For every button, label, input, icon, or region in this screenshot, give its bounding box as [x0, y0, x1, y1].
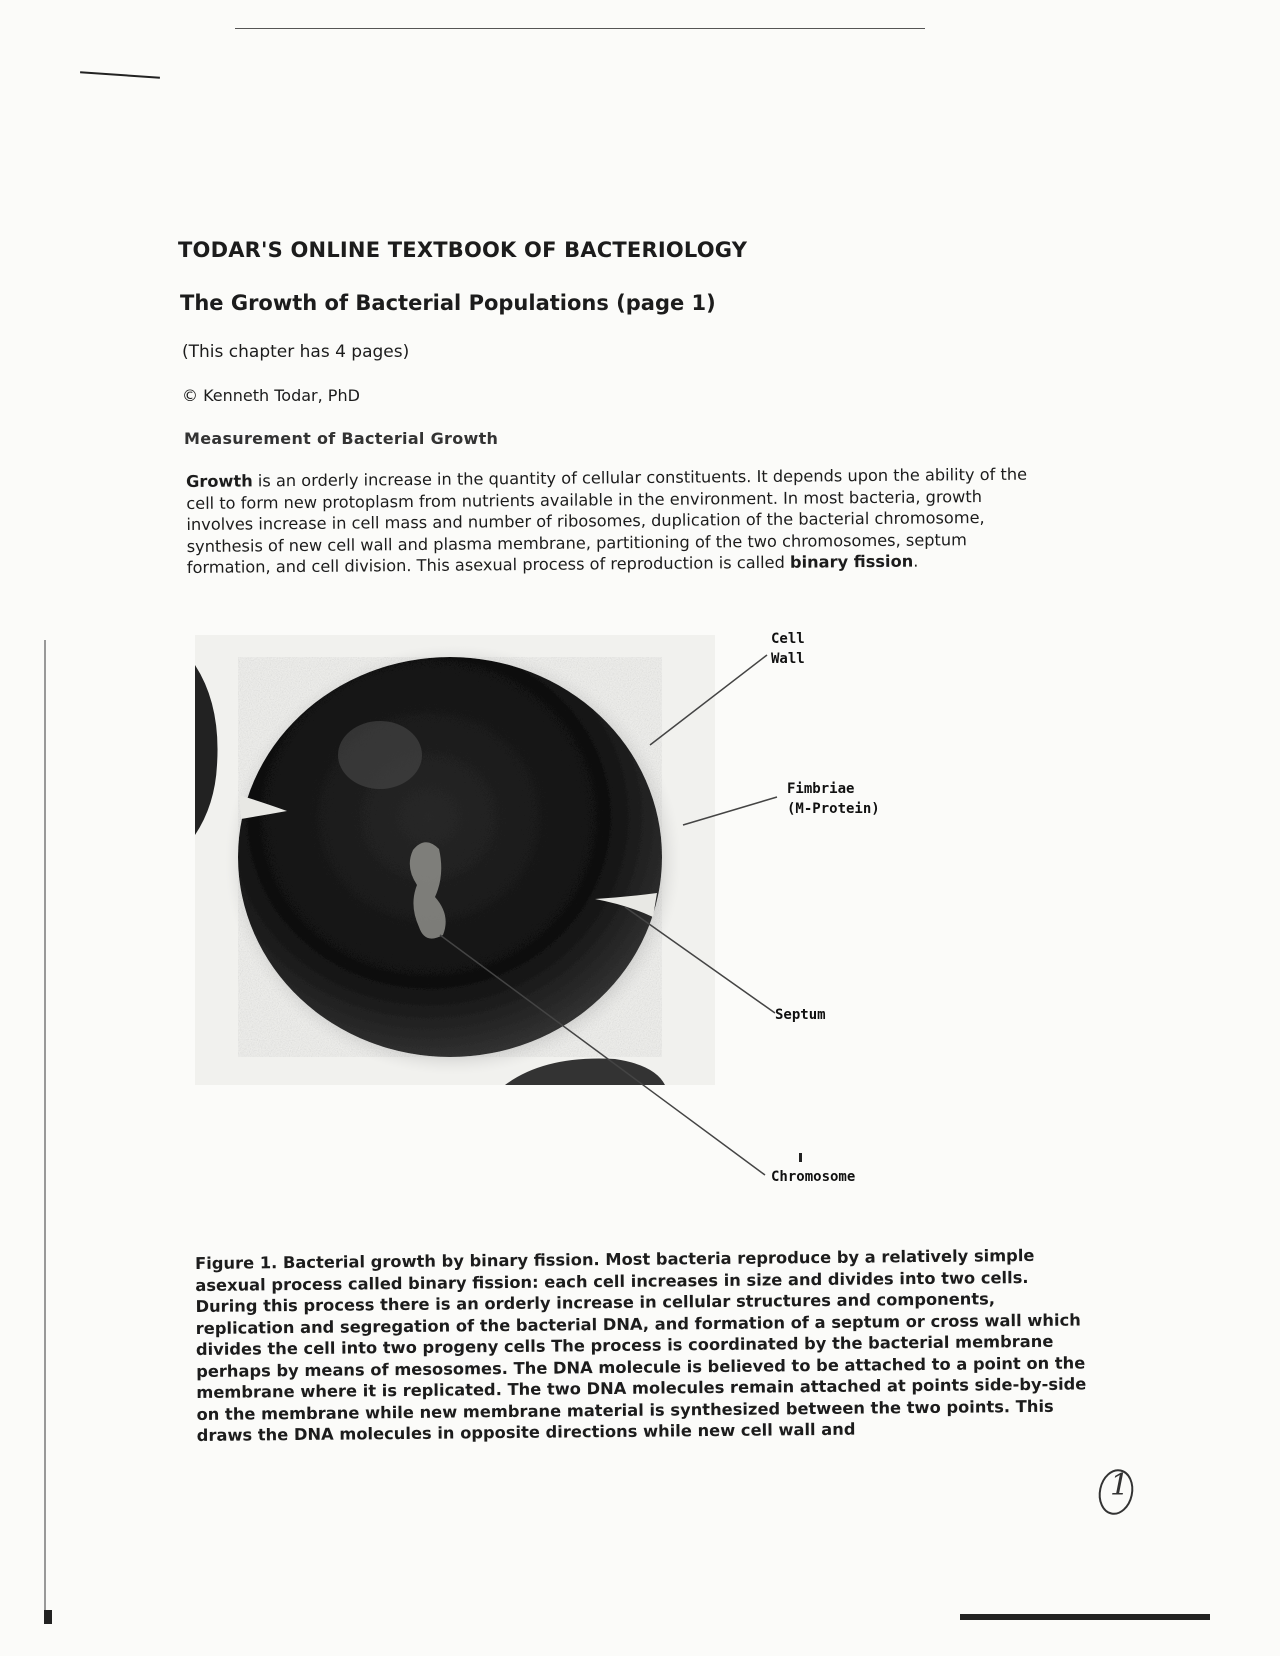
- top-scan-line: [235, 28, 925, 29]
- chapter-note: (This chapter has 4 pages): [182, 342, 410, 362]
- figure-caption: Figure 1. Bacterial growth by binary fission. Most bacteria reproduce by a relatively simple asexual process called binary fission: each cell increases in size and divides into two cells. During this process there is an orderly increase in cellular structures and components, replication and segregation of the bacterial DNA, and formation of a septum or cross wall which divides the cell into two progeny cells The process is coordinated by the bacterial membrane perhaps by means of mesosomes. The DNA molecule is believed to be attached to a point on the membrane where it is replicated. The two DNA molecules remain attached at points side-by-side on the membrane while new membrane material is synthesized between the two points. This draws the DNA molecules in opposite directions while new cell wall and: [195, 1245, 1087, 1445]
- left-edge-shadow: [44, 640, 46, 1620]
- bacterial-cell-figure: [195, 631, 930, 1235]
- septum-label: Septum: [775, 1007, 826, 1023]
- cell-wall-label: Cell Wall: [771, 631, 805, 667]
- copyright-line: © Kenneth Todar, PhD: [182, 386, 360, 405]
- chapter-title: The Growth of Bacterial Populations (page 1): [180, 291, 716, 315]
- section-heading: Measurement of Bacterial Growth: [184, 429, 499, 448]
- micrograph-svg: [195, 635, 930, 1235]
- bottom-right-scan-mark: [960, 1614, 1210, 1620]
- page-number-digit: 1: [1110, 1468, 1130, 1503]
- bottom-left-scan-mark: [44, 1610, 52, 1624]
- binary-fission-term: binary fission: [789, 551, 914, 572]
- chromosome-label: Chromosome: [771, 1169, 856, 1185]
- growth-term: Growth: [186, 471, 253, 491]
- chromosome-tick-mark: [799, 1153, 802, 1162]
- book-title: TODAR'S ONLINE TEXTBOOK OF BACTERIOLOGY: [178, 238, 748, 262]
- growth-paragraph-body: is an orderly increase in the quantity of cellular constituents. It depends upon the ability of the cell to form new protoplasm from nutrients available in the environment. In most bacteria, growth involves increase in cell mass and number of ribosomes, duplication of the bacterial chromosome, synthesis of new cell wall and plasma membrane, partitioning of the two chromosomes, septum formation, and cell division. This asexual process of reproduction is called: [186, 464, 1028, 577]
- cell-body: [238, 657, 662, 1057]
- handwritten-page-number: [1090, 1462, 1150, 1531]
- cell-light-region: [338, 721, 422, 789]
- top-left-scan-mark: [80, 71, 160, 79]
- growth-paragraph: [186, 463, 1047, 578]
- paragraph-end-punct: .: [913, 551, 919, 571]
- fimbriae-label: Fimbriae (M-Protein): [787, 781, 880, 817]
